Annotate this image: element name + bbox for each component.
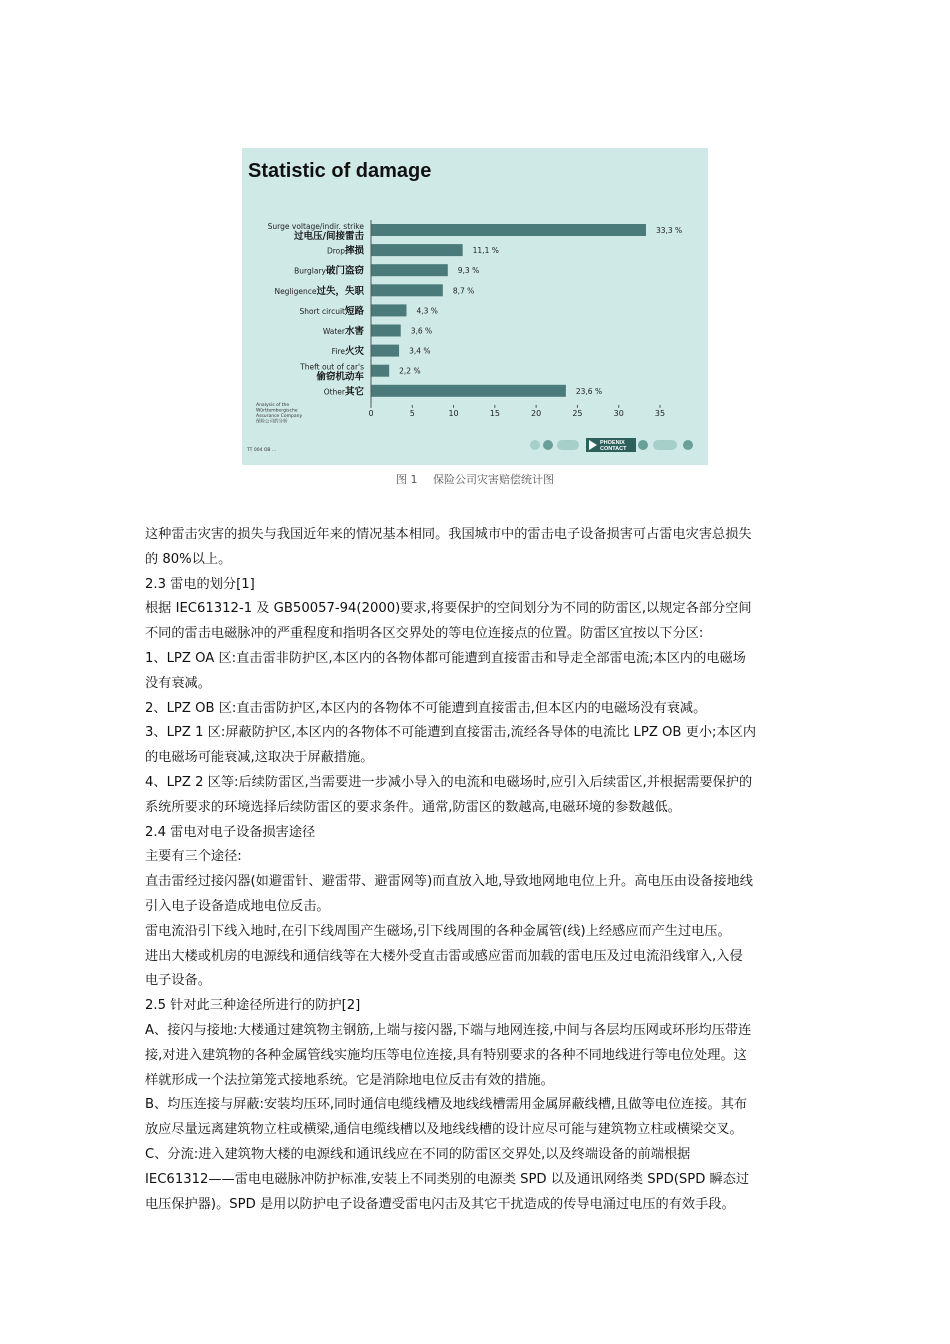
- category-label-en: Theft out of car's: [300, 362, 364, 372]
- bar-value-label: 33,3 %: [655, 226, 683, 235]
- text-line: 的电磁场可能衰减,这取决于屏蔽措施。: [145, 750, 374, 766]
- text-line: 2.4 雷电对电子设备损害途径: [145, 824, 316, 840]
- text-line: C、分流:进入建筑物大楼的电源线和通讯线应在不同的防雷区交界处,以及终端设备的前端根据: [145, 1146, 691, 1162]
- decorative-dot: [530, 440, 540, 450]
- category-label: [332, 345, 365, 357]
- text-line: 系统所要求的环境选择后续防雷区的要求条件。通常,防雷区的数越高,电磁环境的参数越低。: [145, 799, 681, 815]
- category-label-en: Negligence: [274, 286, 317, 296]
- category-label-zh: 短路: [344, 305, 364, 317]
- text-line: 没有衰减。: [145, 675, 211, 691]
- category-label-en: Drop: [326, 246, 345, 256]
- category-label-en: Short circuit: [299, 306, 345, 316]
- x-tick-label: 0: [368, 408, 374, 418]
- category-label: [299, 305, 364, 317]
- text-line: 4、LPZ 2 区等:后续防雷区,当需要进一步减小导入的电流和电磁场时,应引入后续雷区,并根据需要保护的: [145, 774, 753, 790]
- x-tick-label: 5: [409, 408, 415, 418]
- brand-logo-text: CONTACT: [600, 446, 627, 452]
- decorative-dot: [653, 440, 677, 450]
- category-label-zh: 摔损: [344, 245, 364, 257]
- category-label-zh: 偷窃机动车: [316, 371, 364, 383]
- category-label: [327, 245, 365, 257]
- figure-caption-label: 图 1: [396, 473, 418, 486]
- source-note-line: Württembergische: [256, 408, 298, 414]
- text-line: 雷电流沿引下线入地时,在引下线周围产生磁场,引下线周围的各种金属管(线)上经感应而产生过电压。: [145, 923, 731, 939]
- text-line: 放应尽量远离建筑物立柱或横梁,通信电缆线槽以及地线线槽的设计应尽可能与建筑物立柱或横梁交叉。: [145, 1122, 743, 1138]
- x-tick-label: 10: [448, 408, 459, 418]
- figure-caption-text: 保险公司灾害赔偿统计图: [433, 473, 554, 486]
- text-line: 3、LPZ 1 区:屏蔽防护区,本区内的各物体不可能遭到直接雷击,流经各导体的电流比 LPZ OB 更小;本区内: [145, 725, 757, 741]
- category-label: [323, 325, 365, 337]
- x-tick-label: 35: [654, 408, 666, 418]
- category-label: [324, 385, 365, 397]
- damage-statistics-figure: [242, 148, 708, 465]
- decorative-dot: [557, 440, 579, 450]
- category-label-zh: 破门盗窃: [325, 265, 364, 277]
- text-line: 样就形成一个法拉第笼式接地系统。它是消除地电位反击有效的措施。: [145, 1072, 554, 1088]
- bar-value-label: 3,4 %: [409, 346, 431, 356]
- text-line: 的 80%以上。: [145, 551, 232, 567]
- bar: [371, 385, 566, 397]
- category-label-en: Fire: [331, 347, 345, 357]
- category-label: [274, 285, 364, 297]
- source-note-line: Analysis of the: [256, 403, 290, 408]
- x-tick-label: 15: [489, 408, 500, 418]
- decorative-dot: [683, 440, 693, 450]
- text-line: 1、LPZ OA 区:直击雷非防护区,本区内的各物体都可能遭到直接雷击和导走全部雷电流;本区内的电磁场: [145, 650, 746, 666]
- body-text: [145, 523, 810, 1217]
- category-label-zh: 其它: [344, 386, 364, 398]
- text-line: 电压保护器)。SPD 是用以防护电子设备遭受雷电闪击及其它干扰造成的传导电涌过电压的有效手段。: [145, 1196, 735, 1212]
- text-line: 主要有三个途径:: [145, 849, 242, 865]
- source-note-line: Assurance Company: [256, 414, 303, 419]
- text-line: 引入电子设备造成地电位反击。: [145, 898, 330, 914]
- text-line: 电子设备。: [145, 973, 211, 989]
- category-label-zh: 火灾: [344, 346, 364, 358]
- bar-value-label: 2,2 %: [399, 366, 421, 376]
- category-label-en: Water: [322, 327, 345, 336]
- bar-value-label: 9,3 %: [457, 266, 480, 276]
- text-line: A、接闪与接地:大楼通过建筑物主钢筋,上端与接闪器,下端与地网连接,中间与各层均压网或环形均压带连: [145, 1022, 752, 1038]
- bar: [371, 224, 646, 236]
- bar: [371, 244, 463, 256]
- bar-value-label: 8,7 %: [452, 286, 475, 296]
- text-line: 直击雷经过接闪器(如避雷针、避雷带、避雷网等)而直放入地,导致地网地电位上升。高电压由设备接地线: [145, 874, 753, 890]
- text-line: 2、LPZ OB 区:直击雷防护区,本区内的各物体不可能遭到直接雷击,但本区内的电磁场没有衰减。: [145, 700, 707, 716]
- category-label-en: Other: [323, 387, 345, 397]
- category-label-en: Burglary: [294, 266, 326, 276]
- bar: [371, 365, 389, 377]
- x-tick-label: 25: [572, 408, 583, 418]
- bar-value-label: 4,3 %: [416, 306, 438, 316]
- bar-value-label: 3,6 %: [410, 326, 433, 336]
- category-label-zh: 过电压/间接雷击: [294, 231, 364, 242]
- text-line: IEC61312——雷电电磁脉冲防护标准,安装上不同类别的电源类 SPD 以及通讯网络类 SPD(SPD 瞬态过: [145, 1171, 750, 1187]
- category-label-en: Surge voltage/indir. strike: [267, 222, 364, 231]
- text-line: B、均压连接与屏蔽:安装均压环,同时通信电缆线槽及地线线槽需用金属屏蔽线槽,且做等电位连接。其布: [145, 1097, 748, 1113]
- bar-chart: [242, 148, 708, 465]
- category-label-zh: 过失，失职: [316, 285, 364, 297]
- chart-title: Statistic of damage: [248, 160, 432, 182]
- figure-caption: [0, 471, 950, 487]
- bar: [371, 304, 407, 316]
- chart-footer: [246, 402, 693, 453]
- source-note-line: 保险公司的分析: [256, 419, 288, 425]
- text-line: 根据 IEC61312-1 及 GB50057-94(2000)要求,将要保护的空间划分为不同的防雷区,以规定各部分空间: [145, 601, 752, 617]
- x-tick-label: 30: [613, 408, 624, 418]
- bar: [371, 284, 443, 296]
- decorative-dot: [638, 440, 648, 450]
- bar-value-label: 11,1 %: [472, 246, 499, 256]
- decorative-dot: [543, 440, 553, 450]
- text-line: 2.3 雷电的划分[1]: [145, 576, 255, 592]
- bar: [371, 325, 401, 337]
- category-label: [294, 265, 364, 277]
- x-tick-label: 20: [531, 408, 542, 418]
- category-label-zh: 水害: [344, 326, 364, 337]
- text-line: 这种雷击灾害的损失与我国近年来的情况基本相同。我国城市中的雷击电子设备损害可占雷电灾害总损失: [145, 527, 752, 542]
- figure-code: TT 004 OB ...: [247, 448, 277, 453]
- brand-logo-text: PHOENIX: [600, 440, 625, 446]
- text-line: 接,对进入建筑物的各种金属管线实施均压等电位连接,具有特别要求的各种不同地线进行等电位处理。这: [145, 1047, 747, 1063]
- bar-value-label: 23,6 %: [575, 386, 603, 396]
- bar: [371, 345, 399, 357]
- text-line: 进出大楼或机房的电源线和通信线等在大楼外受直击雷或感应雷而加载的雷电压及过电流沿线窜入,入侵: [145, 948, 743, 964]
- text-line: 不同的雷击电磁脉冲的严重程度和指明各区交界处的等电位连接点的位置。防雷区宜按以下分区:: [145, 626, 704, 642]
- text-line: 2.5 针对此三种途径所进行的防护[2]: [145, 998, 361, 1014]
- bar: [371, 264, 448, 276]
